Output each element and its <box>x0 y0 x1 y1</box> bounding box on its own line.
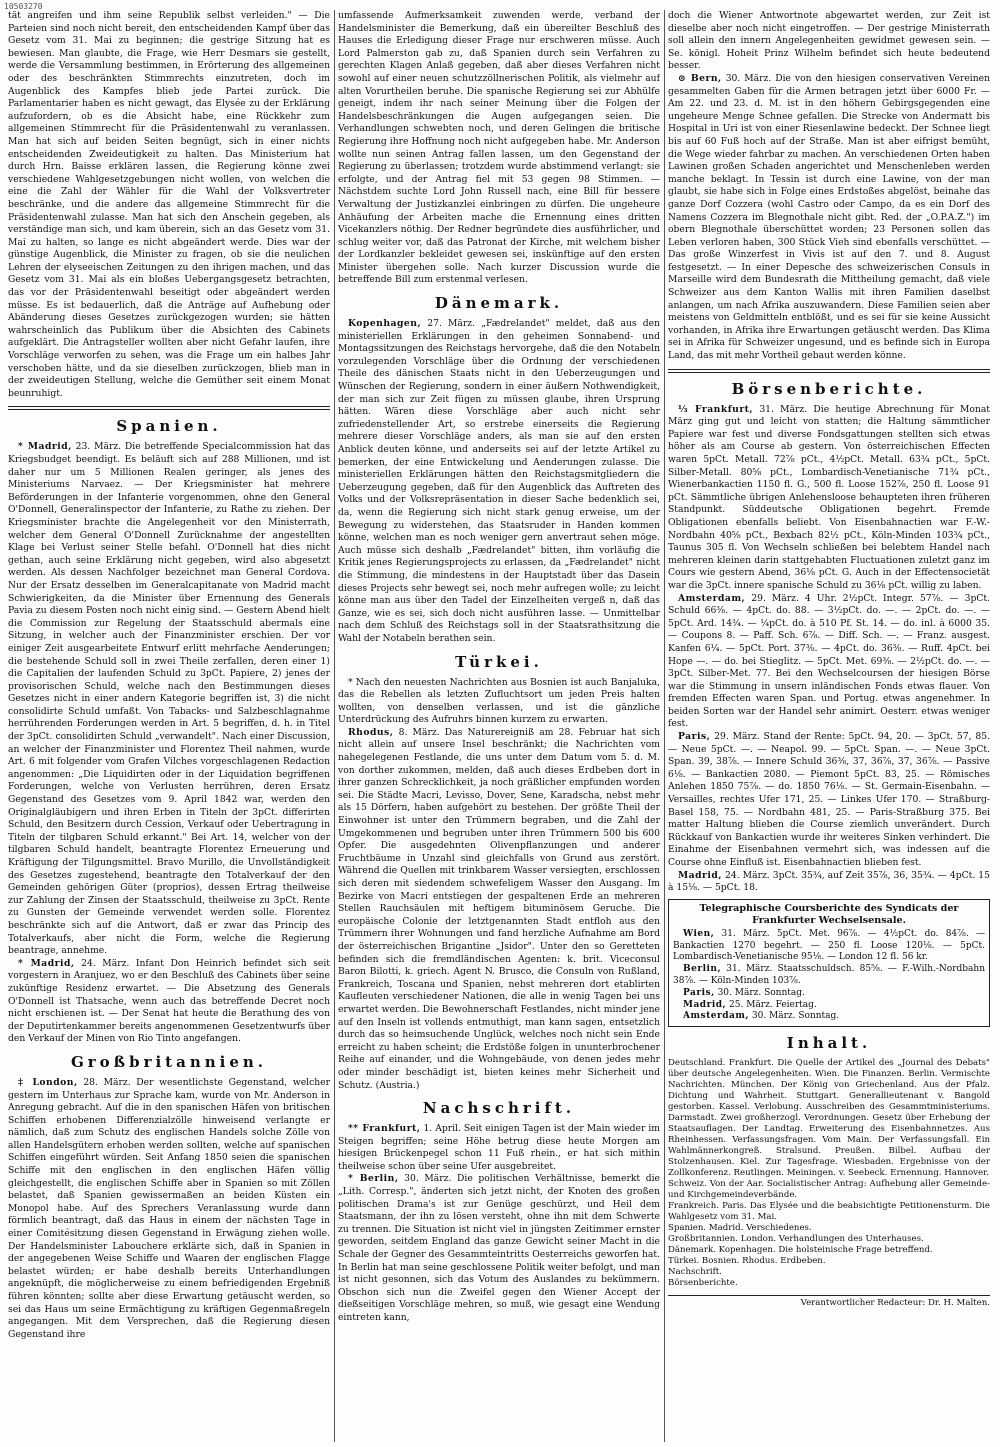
article-body: 29. März. Stand der Rente: 5pCt. 94, 20. — 3pCt. 57, 85. — Neue 5pCt. —. — Neapol. 99. — 5pCt. Span. —. — Neue 3pCt. Span. 39, 38⅞. — Innere Schuld 36⅜, 37, 36⅞, 37, 36⅞. — Passive 6⅛. — Bankactien 2080. — Piemont 5pCt. 83, 25. — Römisches Anlehen 1850 75⅞. — do. 1850 76⅛. — St. Germain-Eisenbahn. — Versailles, rechtes Ufer 171, 25. — Linkes Ufer 170. — Straßburg-Basel 158, 75. — Nordbahn 481, 25. — Paris-Straßburg 375. Bei matter Haltung blieben die Course ziemlich unverändert. Durch Rückkauf von Bankactien wurde ihr weiteres Sinken verhindert. Die Einahme der Eisenbahnen vermehrt sich, was indessen auf die Course ohne Einfluß ist. Eisenbahnactien blieben fest. <box>668 731 990 868</box>
column-rule <box>334 10 335 1442</box>
telegraph-amsterdam <box>673 1011 985 1023</box>
article-kopenhagen-27 <box>338 318 660 645</box>
dateline: * Madrid, <box>18 441 72 453</box>
heading-daenemark: Dänemark. <box>434 294 564 313</box>
article-bern-30 <box>668 73 990 363</box>
telegraph-madrid <box>673 1000 985 1012</box>
toc-schweiz: Schweiz. Von der Aar. Socialistischer Antrag: Aufhebung aller Gemeinde- und Kirchgemeindeverbände. <box>668 1179 990 1201</box>
dateline: ** Frankfurt, <box>348 1123 421 1135</box>
article-body: 1. April. Seit einigen Tagen ist der Main wieder im Steigen begriffen; seine Höhe betrug diese heute Morgen am hiesigen Brückenpegel schon 11 Fuß rhein., er hat sich mithin theilweise schon über seine Ufer ausgebreitet. <box>338 1123 660 1172</box>
dateline: Berlin, <box>683 964 722 975</box>
report-madrid-24 <box>668 870 990 895</box>
dateline: Madrid, <box>678 869 723 881</box>
heading-nachschrift: Nachschrift. <box>422 1099 576 1118</box>
article-bosnien: * Nach den neuesten Nachrichten aus Bosnien ist auch Banjaluka, das die Rebellen als letzten Zufluchtsort um jeden Preis halten wollten, von denselben verlassen, und ist die gänzliche Unterdrückung des Aufruhrs binnen kurzem zu erwarten. <box>338 676 660 726</box>
dateline: Wien, <box>683 928 715 939</box>
dateline: * Madrid, <box>18 957 75 969</box>
telegraph-berlin <box>673 964 985 988</box>
toc-deutschland: Deutschland. Frankfurt. Die Quelle der Artikel des „Journal des Debats" über deutsche Angelegenheiten. Wien. Die Finanzen. Berlin. Vermischte Nachrichten. München. Der König von Griechenland. Aus der Pfalz. Dichtung und Wahrheit. Stuttgart. Generallieutenant v. Bangold gestorben. Kassel. Verlobung. Ausschreiben des Gesammtministeriums. Darmstadt. Zwei großherzogl. Verordnungen. Gesetz über Erhebung der Staatsauflagen. Der Landtag. Erweiterung des Eisenbahnnetzes. Aus Rheinhessen. Verfassungsfragen. Vom Main. Der Verfassungsfall. Ein Wahlmännerkongreß. Stralsund. Preußen. Bilbel. Aufbau der Stolzenhausen. Kiel. Zur Tagesfrage. Wiesbaden. Ergebnisse von der Zollkonferenz. Reutlingen. Meiningen. v. Seebeck. Ernennung. Hannover. <box>668 1058 990 1179</box>
dateline: Madrid, <box>683 999 727 1010</box>
dateline: Paris, <box>683 987 715 998</box>
dateline: Amsterdam, <box>683 1011 749 1022</box>
toc-grossbritannien: Großbritannien. London. Verhandlungen des Unterhauses. <box>668 1234 924 1245</box>
dateline: * Berlin, <box>348 1173 399 1185</box>
dateline: Rhodus, <box>348 726 394 738</box>
article-madrid-23 <box>8 441 330 957</box>
heading-tuerkei: Türkei. <box>455 652 543 671</box>
paragraph-france-continued: tät angreifen und ihm seine Republik selbst verleiden." — Die Parteien sind noch nicht bereit, den entscheidenden Kampf über das Gesetz vom 31. Mai zu beginnen; die gestrige Sitzung hat es bewiesen. Man glaubte, die Frage, wie Herr Desmars sie gestellt, werde die Versammlung bestimmen, in Erörterung des allgemeinen oder des beschränkten Stimmrechts einzutreten, doch im Augenblick des Kampfes blieb jede Partei zurück. Die Parlamentarier haben es nicht gewagt, das Elysée zu der Erklärung aufzufordern, ob es die Absicht habe, eine Rückkehr zum allgemeinen Stimmrecht für die Präsidentenwahl zu veranlassen. Man hat sich auf beiden Seiten begnügt, sich in einer nichts entscheidenden Zweideutigkeit zu halten. Das Ministerium hat durch Hrn. Baisse erklären lassen, die Regierung könne zwei verschiedene Wahlgesetzgebungen nicht wollen, von welchen die eine die Zahl der Wähler für die Wahl der Volksvertreter beschränke, und die andere das allgemeine Stimmrecht für die Präsidentenwahl zulasse. Man hat sich den Anschein gegeben, als verständige man sich, und kam überein, sich an das Gesetz vom 31. Mai zu halten, so lange es nicht abgeändert werde. Dies war der günstige Augenblick, die Minister zu fragen, ob sie die neulichen Lehren der elyseeischen Zeitungen zu den ihrigen machen, und das Gesetz vom 31. Mai als ein bloßes Uebergangsgesetz betrachten, das vor der Präsidentenwahl beseitigt oder abgeändert werden müsse. Es ist bedauerlich, daß die Anträge auf Aufhebung oder Abänderung dieses Gesetzes zurückgezogen wurden; sie hätten wahrscheinlich das Publikum über die Absichten des Cabinets aufgeklärt. Die Antragsteller wollten aber nicht Gefahr laufen, ihre Vorschläge verworfen zu sehen, was die Frage um ein halbes Jahr verschoben hätte, und da sie dieselben zurückzogen, blieb man in der zweideutigen Stellung, welche die Gemüther seit einem Monat beunruhigt. <box>8 10 330 399</box>
telegraph-body: 30. März. Sonntag. <box>714 987 805 998</box>
telegraph-wien <box>673 929 985 964</box>
article-berlin-30 <box>338 1173 660 1324</box>
heading-spanien: Spanien. <box>116 417 222 436</box>
section-divider <box>8 406 330 410</box>
article-london-28 <box>8 1077 330 1341</box>
telegraph-body: 31. März. 5pCt. Met. 96⅞. — 4½pCt. do. 84⅞. — Bankactien 1270 begehrt. — 250 fl. Loose 120⅛. — 5pCt. Lombardisch-Venetianische 95⅛. — London 12 fl. 56 kr. <box>673 928 985 963</box>
article-body: 28. März. Der wesentlichste Gegenstand, welcher gestern im Unterhaus zur Sprache kam, wurde von Mr. Anderson in Anregung gebracht. Auf die in den spanischen Häfen von britischen Schiffen erhobenen Differenzialzölle hinweisend verlangte er nämlich, daß zum Schutz des englischen Handels solche Zölle von allen Handelsgütern erhoben werden sollten, welche auf spanischen Schiffen eingeführt würden. Seit Anfang 1850 seien die spanischen Schiffe mit den englischen in den englischen Häfen völlig gleichgestellt, die englischen Schiffe aber in Spanien so mit Zöllen belastet, daß Spanien gewissermaßen an beiden Küsten ein Monopol habe. Auf des Sprechers Veranlassung wurde dann förmlich beantragt, daß das Haus in einem der nächsten Tage in einer Comitésitzung diesen Gegenstand in Erwägung ziehen wolle. Der Handelsminister Labouchere erklärte sich, daß in Spanien in der angegebenen Weise Schiffe und Waaren der englischen Flagge belastet würden; er habe deshalb bereits Unterhandlungen angeknüpft, die möglicherweise zu einem befriedigenden Ergebniß führen könnten; sollte aber diese Erwartung getäuscht werden, so sei das Haus um seine Ermächtigung zu kräftigen Gegenmaßregeln angegangen. Mit dem Versprechen, daß die Regierung diesen Gegenstand ihre <box>8 1076 330 1340</box>
article-body: 24. März. Infant Don Heinrich befindet sich seit vorgestern in Aranjuez, wo er den Beschluß des Cabinets über seine zukünftige Residenz erwartet. — Die Absetzung des Generals O'Donnell ist Thatsache, wenn auch das betreffende Decret noch nicht erschienen ist. — Der Senat hat heute die Berathung des von der Deputirtenkammer bereits angenommenen Gesetzentwurfs über den Verkauf der Minen von Rio Tinto angefangen. <box>8 957 330 1045</box>
telegraph-body: 30. März. Sonntag. <box>748 1011 840 1022</box>
telegraph-body: 31. März. Staatsschuldsch. 85⅝. — F.-Wilh.-Nordbahn 38⅞. — Köln-Minden 103⅞. <box>673 964 985 986</box>
paragraph-berlin-continued: doch die Wiener Antwortnote abgewartet werden, zur Zeit ist dieselbe aber noch nicht eingetroffen. — Der gestrige Ministerrath soll allein den innern Angelegenheiten gewidmet gewesen sein. — Se. königl. Hoheit Prinz Wilhelm befindet sich heute bedeutend besser. <box>668 10 990 72</box>
telegraph-box-title: Telegraphische Coursberichte des Syndicats der Frankfurter Wechselsensale. <box>699 902 959 926</box>
article-body: 31. März. Die heutige Abrechnung für Monat März ging gut und leicht von statten; die Haltung sämmtlicher Papiere war fest und diverse Fondsgattungen stellten sich etwas höher als am Course ab gestern. Von österreichischen Effecten waren 5pCt. Metall. 72⅞ pCt., 4½pCt. Metall. 63¾ pCt., 5pCt. Silber-Metall. 80⅝ pCt., Lombardisch-Venetianische 71¾ pCt., Wienerbankactien 1150 fl. G., 500 fl. Loose 152⅞, 250 fl. Loose 91 pCt. Sämmtliche übrigen Anlehensloose behaupteten ihren früheren Standpunkt. Süddeutsche Obligationen begehrt. Fremde Obligationen ebenfalls beliebt. Von Eisenbahnactien war F.-W.-Nordbahn 40⅝ pCt., Bexbach 82½ pCt., Köln-Minden 103¾ pCt., Taunus 305 fl. Von Wechseln schließen bei belebtem Handel nach mehreren kleinen darin stattgehabten Fluctuationen zuletzt ganz im Cours wie gestern Abend, 36⅛ pCt. G. Auch in der Effectensocietät war die 3pCt. innere spanische Schuld zu 36⅛ pCt. willig zu laben. <box>668 403 990 591</box>
toc-boersenberichte: Börsenberichte. <box>668 1278 738 1289</box>
responsible-editor: Verantwortlicher Redacteur: Dr. H. Malten. <box>668 1295 990 1308</box>
toc-daenemark: Dänemark. Kopenhagen. Die holsteinische Frage betreffend. <box>668 1245 933 1256</box>
article-rhodus-8 <box>338 727 660 1092</box>
telegraph-paris <box>673 988 985 1000</box>
toc-nachschrift: Nachschrift. <box>668 1267 722 1278</box>
toc-spanien: Spanien. Madrid. Verschiedenes. <box>668 1223 812 1234</box>
report-paris-29 <box>668 731 990 870</box>
toc-frankreich: Frankreich. Paris. Das Elysée und die beabsichtigte Petitionensturm. Die Wahlgesetz vom 31. Mai. <box>668 1201 990 1223</box>
newspaper-page <box>8 10 994 1442</box>
article-body: 27. März. „Fædrelandet" meldet, daß aus den ministeriellen Erklärungen in den geheimen Sonnabend- und Montagssitzungen des Reichstags hervorgehe, daß die den Notabeln vorzulegenden Vorschläge über die Ordnung der verschiedenen Theile des dänischen Staats nicht in den Ueberzeugungen und Wünschen der Regierung, sondern in einer äußern Nothwendigkeit, der man sich zur Zeit fügen zu müssen glaube, ihren Ursprung hätten. Wären diese Vorschläge aber auch nicht sehr zufriedenstellender Art, so erstrebe einerseits die Regierung mehrere dieser Vorschläge anders, als man sie auf den ersten Anblick deuten könne, und anderseits sei auf der letzte Artikel zu bemerken, der eine Entwickelung und Aenderungen zulasse. Die ministeriellen Erklärungen hätten den Reichstagsmitgliedern die Ueberzeugung gegeben, daß für den Augenblick das Auftreten des Volks und der Volksrepräsentation in dieser Sache bedenklich sei, da, wenn die Regierung sich nicht stark genug erweise, um der Bewegung zu widerstehen, das Staatsruder in Handen kommen könne, welchen man es noch weniger gern anvertraut sehen möge. Auch müsse sich deshalb „Fædrelandet" bitten, ihm vorläufig die Kritik jenes Regierungsprojects zu erlassen, da „Fædrelandet" nicht die Stimmung, die mindestens in der Hauptstadt über das Dasein dieses Projects sehr bewegt sei, noch mehr aufregen wolle; zu leicht könne man aus über den Tadel der Einzelheiten vergeß n, daß das Ganze, wie es sei, sich doch nicht ausführen lasse. — Unmittelbar nach dem Schluß des Reichstags soll in der Staatsrathsitzung die Wahl der Notabeln berathen sein. <box>338 318 660 644</box>
telegraph-body: 25. März. Feiertag. <box>726 999 817 1010</box>
article-body: 8. März. Das Naturereigniß am 28. Februar hat sich nicht allein auf unsere Insel beschränkt; die Nachrichten vom nahegelegenen Festlande, die uns unter dem Datum vom 5. d. M. von dorther zukommen, melden, daß auch dieses Erdbeben dort in ihrer ganzen Schrecklichkeit, ja noch gräßlicher empfunden worden sei. Die Städte Macri, Levisso, Dover, Sene, Karadscha, nebst mehr als 15 Dörfern, haben aufgehört zu bestehen. Der größte Theil der Einwohner ist unter den Trümmern begraben, und die Zahl der Umgekommenen und begruben unter ihren Trümmern 500 bis 600 Opfer. Die ausgedehnten Olivenpflanzungen und anderer Fruchtbäume in Unzahl sind gleichfalls von Grund aus zerstört. Während die Quellen mit trinkbarem Wasser versiegten, erschlossen sich deren mit siedendem schwefeligem Wasser den Ausgang. Im Bezirke von Macri entstiegen der gespaltenen Erde an mehreren Stellen Rauchsäulen mit heftigem bituminösem Geruche. Die europäische Colonie der letztgenannten Stadt entfloh aus den Trümmern ihrer Wohnungen und fand herzliche Aufnahme am Bord der österreichischen Brigantine „Jsidor". Unter den so Geretteten befinden sich die fremdländischen Agenten: k. brit. Viceconsul Baron Bilotti, k. griech. Agent N. Brusco, die Consuln von Rußland, Frankreich, Toscana und Spanien, nebst mehreren dort etablirten Kaufleuten verschiedener Nationen, die alle in wenig Tagen bei uns erwartet werden. Die Bewohnerschaft Festlandes, nicht minder jene auf den Inseln ist vollends entmuthigt, man kann sagen, entsetzlich durch das so heimsuchende Unglück, welches noch nicht sein Ende erreicht zu haben scheint; die Erdstöße folgen in ununterbrochener Reihe auf einander, und die Wohngebäude, von denen jedes mehr oder minder beschädigt ist, bieten keines mehr Sicherheit und Schutz. (Austria.) <box>338 726 660 1091</box>
article-body: 23. März. Die betreffende Specialcommission hat das Kriegsbudget beendigt. Es beläuft sich auf 288 Millionen, und ist daher nur um 5 Millionen Realen geringer, als jenes des Ministeriums Narvaez. — Der Kriegsminister hat mehrere Beförderungen in der Infanterie vorgenommen, ohne den General O'Donnell, Generalinspector der Infanterie, zu Rathe zu ziehen. Der Kriegsminister brachte die Angelegenheit vor den Ministerrath, welcher dem General O'Donnell Zurücknahme der angestellten Klage bei Verlust seiner Stelle befahl. O'Donnell hat dies nicht gethan, auch seine Erklärung nicht gegeben, wird also abgesetzt werden. Als dessen Nachfolger bezeichnet man General Cordova. Nur der Ersatz desselben im Generalcapitanate von Madrid macht Schwierigkeiten, da die Minister über Ernennung des Generals Pavia zu diesem Posten noch nicht einig sind. — Gestern Abend hielt die Commission zur Regelung der Staatsschuld abermals eine Sitzung, in welcher auch der Finanzminister erschien. Der vor einiger Zeit ausgearbeitete Entwurf erlitt mehrfache Aenderungen; die bestehende Schuld soll in zwei Theile zerfallen, deren einer 1) die Capitalien der laufenden Schuld zu 3pCt. Papiere, 2) jenes der provisorischen Schuld, welche nach den Bestimmungen dieses Gesetzes nicht in einer andern Kategorie begriffen ist, 3) die nicht consolidirte Schuld umfaßt. Von Tabacks- und Salzbeschlagnahme herrührenden Forderungen werden in Art. 5 begriffen, d. h. in Titel der 3pCt. consolidirten Schuld „verwandelt". Nach einer Discussion, an welcher der Finanzminister und Florentez Theil nahmen, wurde Art. 6 mit folgender vom Grafen Vilches vorgeschlagenen Redaction angenommen: „Die Liquidirten oder in der Liquidation begriffenen Forderungen, welche von Verlusten herrühren, deren Ersatz Gegenstand des Gesetzes vom 9. April 1842 war, werden den Originalgläubigern und ihren Erben in Titeln der 3pCt. differirten Schuld, den Besitzern durch Cession, Verkauf oder Uebertragung in Titeln der tilgbaren Schuld erkannt." Bei Art. 14, welcher von der tilgbaren Schuld handelt, beantragte Florentez Erneuerung und Kräftigung der Tilgungsmittel. Bravo Murillo, die Unvollständigkeit des Gesetzes zugestehend, beantragte den Totalverkauf der den Gemeinden gehörigen Güter (proprios), dessen Ertrag theilweise zur Zahlung der Zinsen der Staatsschuld, theilweise zu 3pCt. Rente zu Gunsten der Gemeinde verwendet werden solle. Florentez beschränkte sich auf die Antwort, daß er zwar das Princip des Totalverkaufs, aber nicht die Form, welche die Regierung beantrage, annehme. <box>8 441 330 957</box>
heading-inhalt: Inhalt. <box>786 1034 872 1053</box>
article-frankfurt-1-april <box>338 1123 660 1173</box>
paragraph-london-continued: umfassende Aufmerksamkeit zuwenden werde, verband der Handelsminister die Bemerkung, daß ein übereilter Beschluß des Hauses die Erledigung dieser Frage nur erschweren müsse. Auch Lord Palmerston gab zu, daß Spanien durch sein Verfahren zu gerechten Klagen Anlaß gegeben, daß aber dieses Verfahren nicht sowohl auf einer neuen schutzzöllnerischen Politik, als vielmehr auf alten Vorurtheilen beruhe. Die spanische Regierung sei zur Abhülfe geneigt, indem ihr nach seiner Meinung über die Folgen der Handelsbeschränkungen die Augen aufgegangen seien. Die Verhandlungen schwebten noch, und deren Gelingen die britische Regierung ihre Hoffnung noch nicht aufgegeben habe. Mr. Anderson wollte nun seinen Antrag fallen lassen, um den Gegenstand der Regierung zu überlassen; trotzdem wurde abstimmend verlangt: sie erfolgte, und der Antrag fiel mit 53 gegen 98 Stimmen. — Nächstdem suchte Lord John Russell nach, eine Bill für bessere Verwaltung der Justizkanzlei einbringen zu dürfen. Die ungeheure Anhäufung der Arbeiten mache die Ernennung eines dritten Vicekanzlers nöthig. Der Redner begründete dies ausführlicher, und schlug weiter vor, daß das Patronat der Kirche, mit welchem bisher der Lordkanzler bekleidet gewesen sei, inskünftige auf den ersten Minister übergehen solle. Nach kurzer Discussion wurde die betreffende Bill zum erstenmal verlesen. <box>338 10 660 286</box>
dateline: ‡ London, <box>18 1076 78 1088</box>
report-frankfurt-31 <box>668 404 990 593</box>
column-1 <box>8 10 330 1442</box>
article-body: 29. März. 4 Uhr. 2½pCt. Integr. 57⅞. — 3pCt. Schuld 66⅜. — 4pCt. do. 88. — 3½pCt. do. —. — 2pCt. do. —. — 5pCt. Ard. 14¾. — ¼pCt. do. à 510 Pf. St. 14. — do. inl. à 6000 35. — Coupons 8. — Paff. Sch. 6⅞. — Diff. Sch. —. — Franz. ausgest. Kanfen 6¼. — 5pCt. Port. 37⅜. — 4pCt. do. 36⅜. — Ruff. 4pCt. bei Hope —. — do. bei Stieglitz. — 5pCt. Met. 69⅜. — 2½pCt. do. —. — 3pCt. Silber-Met. 77. Bei den Wechselcoursen der hiesigen Börse war die Stimmung in unsern inländischen Fonds etwas flauer. Von fremden Effecten waren Span. und Portug. etwas angenehmer. In beiden Sorten war der Handel sehr animirt. Oesterr. etwas weniger fest. <box>668 592 990 730</box>
column-rule <box>664 10 665 1442</box>
column-2 <box>338 10 660 1442</box>
article-body: 30. März. Die von den hiesigen conservativen Vereinen gesammelten Gaben für die Armen betragen jetzt über 6000 Fr. — Am 22. und 23. d. M. ist in den höhern Gebirgsgegenden eine ungeheure Menge Schnee gefallen. Die Strecke von Andermatt bis Hospital in Uri ist von einer Riesenlawine bedeckt. Der Schnee liegt bis auf 60 Fuß hoch auf der Straße. Man ist aber eifrigst bemüht, die Wege wieder fahrbar zu machen. An verschiedenen Orten haben Lawinen großen Schaden angerichtet und Menschenleben werden manche beklagt. In Tessin ist durch eine Lawine, von der man glaubt, sie habe sich in Folge eines Erdstoßes abgelöst, beinahe das ganze Dorf Cozzera (wohl Castro oder Campo, da es ein Dorf des Namens Cozzera im Blegnothale nicht gibt. Red. der „O.P.A.Z.") im obern Blegnothale überschüttet worden; 23 Personen sollen das Leben verloren haben, 300 Stück Vieh sind ebenfalls verschüttet. — Das große Winzerfest in Vivis ist auf den 7. und 8. August festgesetzt. — In einer Depesche des schweizerischen Consuls in Marseille wird dem Bundesrath die Mittheilung gemacht, daß viele Schweizer aus dem Kanton Wallis mit ihren Familien daselbst anlangen, um nach Afrika auszuwandern. Diese Familien seien aber meistens von Geldmitteln entblößt, und es sei für sie keine Aussicht vorhanden, in Afrika ihre Erwartungen getäuscht werden. Das Klima sei in Afrika für Schweizer ungesund, und es befinde sich in Europa Land, das mit mehr Vortheil gebaut werden könne. <box>668 72 990 362</box>
article-madrid-24 <box>8 958 330 1046</box>
dateline: Paris, <box>678 731 711 743</box>
dateline: Kopenhagen, <box>348 318 422 330</box>
dateline: ⅓ Frankfurt, <box>678 403 754 415</box>
heading-boersenberichte: Börsenberichte. <box>731 379 927 398</box>
heading-grossbritannien: Großbritannien. <box>70 1052 268 1071</box>
telegraph-box <box>668 899 990 1027</box>
column-3 <box>668 10 990 1442</box>
section-divider <box>668 369 990 373</box>
dateline: ⊙ Bern, <box>678 72 722 84</box>
article-body: 30. März. Die politischen Verhältnisse, bemerkt die „Lith. Corresp.", änderten sich jetzt nicht, der Knoten des großen politischen Drama's ist zur Genüge geschürzt, und Heil dem Staatsmann, der ihn zu lösen versteht, ohne ihn mit dem Schwerte zu trennen. Die Situation ist nicht viel in jüngsten Zeitimmer ernster geworden, seitdem England das ganze Gewicht seiner Macht in die Schale der Gegner des Gesammteintritts Oesterreichs geworfen hat. In Berlin hat man seine geschlossene Politik weiter befolgt, und man ist nicht gesonnen, sich das Votum des Auslandes zu bekümmern. Obschon sich nun die Zweifel gegen den Wiener Accept der dießseitigen Vorschläge mehren, so muß, wie gesagt eine Wendung eintreten kann, <box>338 1173 660 1323</box>
table-of-contents <box>668 1034 990 1308</box>
dateline: Amsterdam, <box>678 592 746 604</box>
article-body: 24. März. 3pCt. 35¾, auf Zeit 35⅞, 36, 35¾. — 4pCt. 15 à 15⅛. — 5pCt. 18. <box>668 869 990 894</box>
report-amsterdam-29 <box>668 593 990 732</box>
toc-tuerkei: Türkei. Bosnien. Rhodus. Erdbeben. <box>668 1256 826 1267</box>
page-id: 10503270 <box>4 2 43 11</box>
